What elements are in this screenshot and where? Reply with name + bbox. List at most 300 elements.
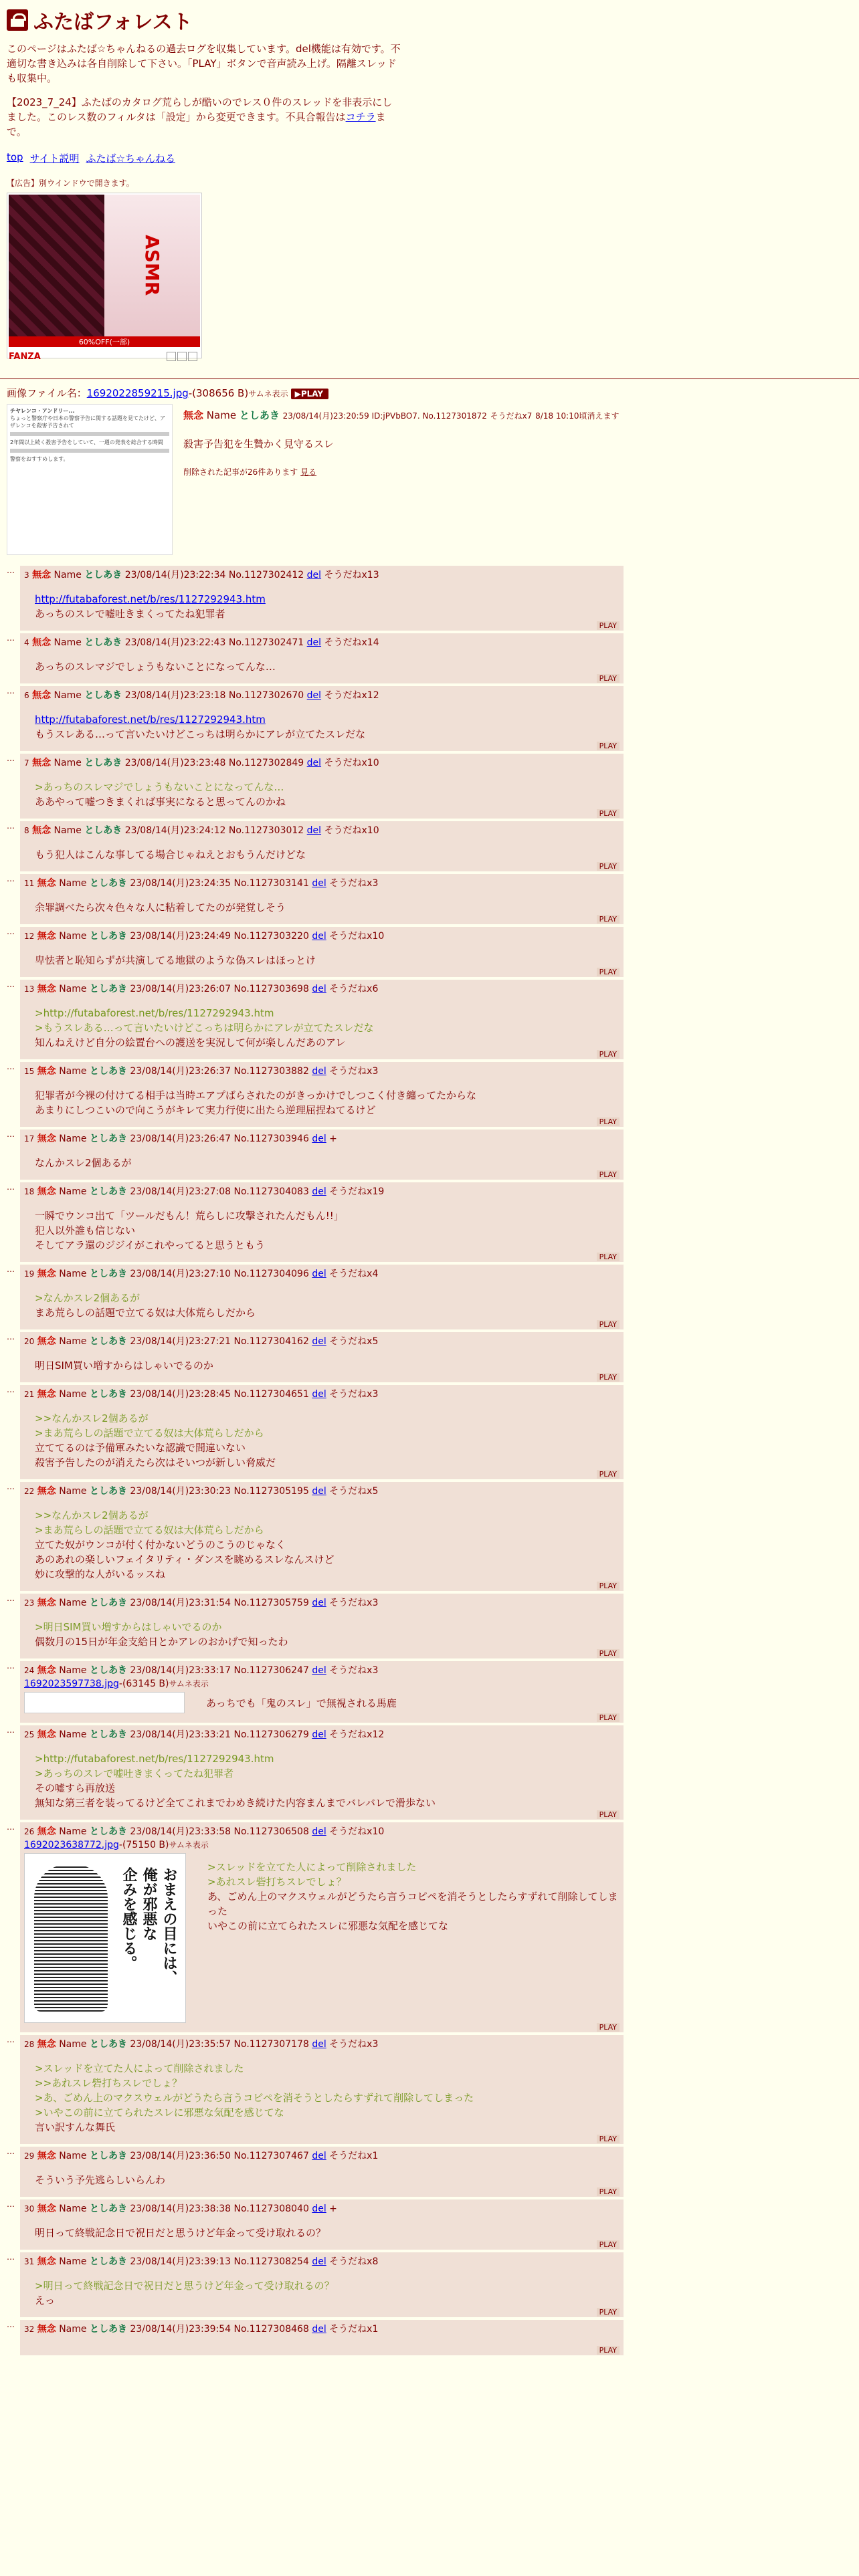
reply-subject: 無念: [37, 1134, 56, 1144]
reply-info: 23/08/14(月)23:33:21 No.1127306279: [130, 1729, 309, 1740]
reply-play-row: [24, 1373, 619, 1382]
reply-play-row: [24, 1649, 619, 1658]
reply-post: [20, 2320, 624, 2355]
reply-number: 30: [24, 2204, 35, 2214]
reply-name: としあき: [84, 825, 122, 836]
reply-body: [35, 1088, 619, 1117]
reply-post: [20, 1594, 624, 1658]
reply-play-button[interactable]: PLAY: [597, 674, 619, 683]
reply-dots: …: [7, 2035, 15, 2044]
name-label: Name: [59, 931, 87, 942]
reply-info: 23/08/14(月)23:35:57 No.1127307178: [130, 2039, 309, 2050]
op-file-link[interactable]: 1692022859215.jpg: [86, 387, 189, 399]
thumb-title: チヤレンコ・アンドリー...: [10, 408, 75, 414]
del-link[interactable]: del: [312, 1486, 326, 1497]
reply-body: [35, 1208, 619, 1253]
reply-name: としあき: [89, 1729, 127, 1740]
reply-subject: 無念: [37, 1729, 56, 1740]
reply-row: [7, 2252, 852, 2317]
reply-info: 23/08/14(月)23:39:54 No.1127308468: [130, 2324, 309, 2335]
thumb-divider: [10, 449, 169, 453]
reply-header: [24, 1596, 619, 1609]
reply-text: あっちのスレで嘘吐きまくってたね犯罪者: [35, 608, 225, 620]
reply-info: 23/08/14(月)23:26:07 No.1127303698: [130, 984, 309, 994]
reply-subject: 無念: [32, 690, 52, 701]
sodane-button[interactable]: そうだねx13: [324, 570, 379, 580]
reply-header: [24, 756, 619, 769]
reply-post: [20, 566, 624, 631]
reply-text: あのあれの楽しいフェイタリティ・ダンスを眺めるスレなんスけど: [35, 1553, 335, 1566]
reply-dots: …: [7, 1482, 15, 1491]
del-link[interactable]: del: [312, 2204, 326, 2214]
reply-dots: …: [7, 1130, 15, 1139]
reply-info: 23/08/14(月)23:24:12 No.1127303012: [124, 825, 304, 836]
reply-name: としあき: [84, 758, 122, 768]
reply-post: [20, 2252, 624, 2317]
reply-quote: >なんかスレ2個あるが: [35, 1292, 140, 1304]
reply-number: 8: [24, 826, 29, 835]
reply-play-row: [24, 1253, 619, 1262]
sodane-button[interactable]: そうだねx3: [329, 1389, 379, 1400]
reply-play-button[interactable]: PLAY: [597, 809, 619, 818]
reply-row: [7, 1332, 852, 1382]
reply-play-row: [24, 621, 619, 631]
reply-quote: >スレッドを立てた人によって削除されました: [35, 2062, 244, 2074]
reply-header: [24, 1064, 619, 1077]
reply-header: [24, 2149, 619, 2162]
op-thumbnail[interactable]: [7, 404, 173, 555]
reply-post: [20, 927, 624, 977]
reply-name: としあき: [89, 2151, 127, 2161]
reply-name: としあき: [89, 1389, 127, 1400]
reply-play-row: [24, 1713, 619, 1723]
name-label: Name: [59, 984, 87, 994]
reply-quote: >まあ荒らしの話題で立てる奴は大体荒らしだから: [35, 1427, 264, 1439]
del-link[interactable]: del: [306, 570, 322, 580]
sodane-button[interactable]: そうだねx12: [324, 690, 379, 701]
reply-text: あまりにしつこいので向こうがキレて実力行使に出たら逆理屈捏ねてるけど: [35, 1104, 376, 1116]
reply-text: そしてアラ還のジジイがこれやってると思うともう: [35, 1239, 265, 1251]
reply-dots: …: [7, 927, 15, 936]
reply-row: [7, 1725, 852, 1820]
name-label: Name: [54, 637, 82, 648]
reply-header: [24, 1267, 619, 1280]
name-label: Name: [59, 1598, 87, 1608]
reply-text: あっちでも「鬼のスレ」で無視される馬鹿: [206, 1697, 397, 1709]
reply-play-row: [24, 809, 619, 819]
reply-post: [20, 1062, 624, 1127]
sodane-button[interactable]: そうだねx12: [329, 1729, 385, 1740]
reply-post: [20, 821, 624, 871]
reply-header: [24, 2254, 619, 2268]
name-label: Name: [59, 1665, 87, 1676]
reply-quote: >あっちのスレで嘘吐きまくってたね犯罪者: [35, 1767, 234, 1780]
reply-play-button[interactable]: PLAY: [597, 1320, 619, 1329]
reply-info: 23/08/14(月)23:31:54 No.1127305759: [130, 1598, 309, 1608]
reply-info: 23/08/14(月)23:38:38 No.1127308040: [130, 2204, 309, 2214]
sodane-button[interactable]: そうだねx3: [329, 1598, 379, 1608]
file-label: 画像ファイル名：: [7, 387, 87, 399]
fanza-logo: FANZA: [9, 351, 41, 362]
name-label: Name: [59, 2039, 87, 2050]
deleted-text: 削除された記事が26件あります: [183, 467, 298, 477]
sodane-button[interactable]: そうだねx1: [329, 2151, 379, 2161]
reply-quote: >明日SIM買い増すからはしゃいでるのか: [35, 1621, 222, 1633]
reply-text: もう犯人はこんな事してる場合じゃねえとおもうんだけどな: [35, 849, 306, 861]
reply-body: [35, 1411, 619, 1470]
reply-play-button[interactable]: PLAY: [597, 1582, 619, 1590]
reply-play-row: [24, 1810, 619, 1820]
reply-text: えっ: [35, 2294, 56, 2306]
reply-name: としあき: [89, 1066, 127, 1077]
reply-name: としあき: [89, 1269, 127, 1279]
reply-play-button[interactable]: PLAY: [597, 621, 619, 630]
reply-number: 28: [24, 2040, 35, 2049]
ad-next-icon[interactable]: [177, 352, 187, 361]
reply-text: 余罪調べたら次々色々な人に粘着してたのが発覚しそう: [35, 901, 286, 914]
ad-prev-icon[interactable]: [167, 352, 176, 361]
reply-header: [24, 1387, 619, 1400]
reply-text: 無知な第三者を装ってるけど全てこれまでわめき続けた内容まんまでバレバレで滑歩ない: [35, 1797, 436, 1809]
reply-play-button[interactable]: PLAY: [597, 2308, 619, 2317]
reply-body: [35, 2278, 619, 2308]
sodane-button[interactable]: そうだねx5: [329, 1336, 379, 1347]
ad-image-left: [9, 195, 104, 336]
reply-with-image: [24, 1853, 619, 2023]
reply-link[interactable]: http://futabaforest.net/b/res/1127292943.htm: [35, 593, 266, 605]
reply-image[interactable]: [24, 1853, 186, 2023]
reply-subject: 無念: [37, 1665, 56, 1676]
del-link[interactable]: del: [312, 931, 326, 942]
reply-play-button[interactable]: PLAY: [597, 915, 619, 924]
sodane-button[interactable]: そうだねx10: [324, 758, 379, 768]
reply-header: [24, 1132, 619, 1145]
reply-file-size: -(63145 B): [118, 1679, 169, 1689]
reply-play-button[interactable]: PLAY: [597, 862, 619, 871]
reply-play-button[interactable]: PLAY: [597, 1373, 619, 1382]
reply-play-row: [24, 862, 619, 871]
del-link[interactable]: del: [312, 1336, 326, 1347]
reply-name: としあき: [84, 570, 122, 580]
reply-row: [7, 1594, 852, 1658]
reply-header: [24, 2322, 619, 2335]
reply-subject: 無念: [37, 2151, 56, 2161]
reply-play-button[interactable]: PLAY: [597, 1810, 619, 1819]
reply-body: [35, 953, 619, 968]
reply-name: としあき: [89, 1186, 127, 1197]
reply-info: 23/08/14(月)23:22:43 No.1127302471: [124, 637, 304, 648]
name-label: Name: [59, 1336, 87, 1347]
reply-subject: 無念: [32, 570, 52, 580]
sodane-button[interactable]: そうだねx19: [329, 1186, 385, 1197]
reply-row: [7, 2199, 852, 2250]
reply-text: 言い訳すんな舞氏: [35, 2121, 116, 2133]
sodane-button[interactable]: そうだねx1: [329, 2324, 379, 2335]
reply-text: 一瞬でウンコ出て「ツールだもん！荒らしに攻撃されたんだもん!!」: [35, 1210, 344, 1222]
reply-info: 23/08/14(月)23:24:35 No.1127303141: [130, 878, 309, 889]
del-link[interactable]: del: [312, 1066, 326, 1077]
reply-number: 20: [24, 1337, 35, 1346]
reply-play-row: [24, 2023, 619, 2032]
reply-subject: 無念: [37, 1336, 56, 1347]
reply-play-button[interactable]: PLAY: [597, 1649, 619, 1658]
sodane-button[interactable]: そうだねx3: [329, 2039, 379, 2050]
sodane-button[interactable]: そうだねx10: [329, 1826, 385, 1837]
reply-dots: …: [7, 2147, 15, 2156]
reply-post: [20, 1482, 624, 1591]
reply-info: 23/08/14(月)23:27:21 No.1127304162: [130, 1336, 309, 1347]
del-link[interactable]: del: [312, 1598, 326, 1608]
del-link[interactable]: del: [312, 1729, 326, 1740]
del-link[interactable]: del: [306, 690, 322, 701]
reply-file-size: -(75150 B): [118, 1840, 169, 1850]
reply-list: [7, 566, 852, 2355]
ad-label: 【広告】別ウインドウで開きます。: [7, 179, 134, 188]
reply-post: [20, 1265, 624, 1329]
reply-text: あ、ごめん上のマクスウェルがどうたら言うコピペを消そうとしたらすずれて削除してしまった: [207, 1891, 618, 1917]
reply-dots: …: [7, 2199, 15, 2209]
del-link[interactable]: del: [312, 1389, 326, 1400]
reply-play-button[interactable]: PLAY: [597, 1253, 619, 1261]
reply-dots: …: [7, 633, 15, 643]
del-link[interactable]: del: [306, 758, 322, 768]
op-file-info: [7, 386, 852, 400]
reply-number: 3: [24, 570, 29, 580]
reply-quote: >>なんかスレ2個あるが: [35, 1509, 149, 1521]
reply-play-button[interactable]: PLAY: [597, 1050, 619, 1059]
reply-quote: >あれスレ砦打ちスレでしょ？: [207, 1876, 347, 1888]
reply-row: [7, 927, 852, 977]
name-label: Name: [59, 2151, 87, 2161]
reply-dots: …: [7, 1332, 15, 1341]
reply-post: [20, 633, 624, 683]
del-link[interactable]: del: [306, 825, 322, 836]
reply-subject: 無念: [37, 931, 56, 942]
reply-file-link[interactable]: 1692023638772.jpg: [24, 1840, 119, 1850]
reply-dots: …: [7, 1822, 15, 1832]
reply-play-button[interactable]: PLAY: [597, 1117, 619, 1126]
ad-close-icon[interactable]: [188, 352, 197, 361]
thumb-line: 警察をおすすめします。: [10, 456, 69, 462]
sodane-button[interactable]: そうだねx14: [324, 637, 379, 648]
reply-text: ああやって嘘つきまくれば事実になると思ってんのかね: [35, 796, 286, 808]
reply-quote: >http://futabaforest.net/b/res/1127292943.htm: [35, 1007, 274, 1019]
sodane-button[interactable]: +: [329, 1134, 337, 1144]
reply-quote: >明日って終戦記念日で祝日だと思うけど年金って受け取れるの？: [35, 2280, 335, 2292]
reply-with-image: [24, 1692, 619, 1713]
del-link[interactable]: del: [312, 2256, 326, 2267]
reply-play-button[interactable]: PLAY: [597, 968, 619, 976]
nav-top-link[interactable]: top: [7, 151, 23, 163]
reply-play-button[interactable]: PLAY: [597, 2346, 619, 2355]
show-deleted-link[interactable]: 見る: [300, 467, 317, 477]
sodane-button[interactable]: +: [329, 2204, 337, 2214]
sodane-button[interactable]: そうだねx10: [329, 931, 385, 942]
del-link[interactable]: del: [312, 1826, 326, 1837]
sodane-button[interactable]: そうだねx5: [329, 1486, 379, 1497]
reply-row: [7, 1385, 852, 1479]
ad-image[interactable]: [9, 195, 200, 336]
reply-post: [20, 2199, 624, 2250]
reply-body: [35, 1006, 619, 1050]
reply-number: 32: [24, 2325, 35, 2334]
del-link[interactable]: del: [312, 1186, 326, 1197]
reply-play-button[interactable]: PLAY: [597, 2187, 619, 2196]
reply-header: [24, 1727, 619, 1741]
reply-play-row: [24, 2187, 619, 2197]
reply-play-row: [24, 1582, 619, 1591]
reply-subject: 無念: [32, 758, 52, 768]
reply-file-link[interactable]: 1692023597738.jpg: [24, 1679, 119, 1689]
notice-text: 【2023_7_24】ふたばのカタログ荒らしが酷いのでレス０件のスレッドを非表示にしました。このレス数のフィルタは「設定」から変更できます。不具合報告は: [7, 96, 393, 123]
sodane-button[interactable]: そうだねx3: [329, 878, 379, 889]
reply-name: としあき: [89, 2256, 127, 2267]
reply-text: 卑怯者と恥知らずが共演してる地獄のような偽スレはほっとけ: [35, 954, 316, 966]
del-link[interactable]: del: [312, 2039, 326, 2050]
reply-play-row: [24, 742, 619, 751]
reply-play-button[interactable]: PLAY: [597, 2023, 619, 2032]
name-label: Name: [59, 2256, 87, 2267]
reply-play-button[interactable]: PLAY: [597, 1170, 619, 1179]
name-label: Name: [59, 1134, 87, 1144]
reply-post: [20, 1661, 624, 1723]
name-label: Name: [54, 570, 82, 580]
reply-body: [35, 2061, 619, 2135]
name-label: Name: [59, 1486, 87, 1497]
reply-row: [7, 1265, 852, 1329]
reply-play-row: [24, 1170, 619, 1180]
op-expire: 8/18 10:10頃消えます: [535, 411, 619, 421]
del-link[interactable]: del: [312, 1269, 326, 1279]
sodane-button[interactable]: そうだねx10: [324, 825, 379, 836]
op-body: 殺害予告犯を生贄かく見守るスレ: [183, 438, 335, 450]
sodane-button[interactable]: そうだねx3: [329, 1665, 379, 1676]
reply-text: そういう予先逃らしいらんわ: [35, 2174, 166, 2186]
reply-post: [20, 1332, 624, 1382]
reply-subject: 無念: [37, 2204, 56, 2214]
op-post: [7, 404, 852, 555]
reply-play-button[interactable]: PLAY: [597, 1713, 619, 1722]
nav-futaba-link[interactable]: ふたば☆ちゃんねる: [86, 152, 175, 165]
op-sodane[interactable]: そうだねx7: [490, 411, 533, 421]
reply-quote: >>なんかスレ2個あるが: [35, 1412, 149, 1424]
reply-play-button[interactable]: PLAY: [597, 742, 619, 750]
notice-suffix: まで。: [7, 111, 386, 138]
reply-subject: 無念: [37, 1598, 56, 1608]
reply-text: まあ荒らしの話題で立てる奴は大体荒らしだから: [35, 1307, 256, 1319]
site-header: [7, 5, 852, 35]
reply-info: 23/08/14(月)23:33:17 No.1127306247: [130, 1665, 309, 1676]
reply-body: [35, 1508, 619, 1582]
reply-quote: >まあ荒らしの話題で立てる奴は大体荒らしだから: [35, 1524, 264, 1536]
del-link[interactable]: del: [312, 2324, 326, 2335]
reply-dots: …: [7, 1062, 15, 1071]
reply-number: 23: [24, 1598, 35, 1608]
report-link[interactable]: コチラ: [345, 111, 376, 123]
reply-name: としあき: [89, 1665, 127, 1676]
reply-text: 犯人以外誰も信じない: [35, 1224, 136, 1237]
reply-post: [20, 1385, 624, 1479]
reply-header: [24, 1484, 619, 1497]
del-link[interactable]: del: [312, 984, 326, 994]
reply-name: としあき: [89, 878, 127, 889]
reply-text: 立ててるのは予備軍みたいな認識で間違いない: [35, 1442, 246, 1454]
reply-link[interactable]: http://futabaforest.net/b/res/1127292943.htm: [35, 714, 266, 726]
reply-text: 犯罪者が今裸の付けてる相手は当時エアプばらされたのがきっかけでしつこく付き纏ってたからな: [35, 1089, 477, 1101]
reply-post: [20, 2147, 624, 2197]
sodane-button[interactable]: そうだねx3: [329, 1066, 379, 1077]
reply-name: としあき: [89, 1336, 127, 1347]
reply-play-button[interactable]: PLAY: [597, 2240, 619, 2249]
reply-header: [24, 1824, 619, 1838]
reply-name: としあき: [84, 690, 122, 701]
reply-subject: 無念: [37, 1186, 56, 1197]
reply-subject: 無念: [37, 2324, 56, 2335]
reply-header: [24, 982, 619, 995]
sodane-button[interactable]: そうだねx4: [329, 1269, 379, 1279]
del-link[interactable]: del: [312, 1134, 326, 1144]
reply-name: としあき: [89, 2039, 127, 2050]
del-link[interactable]: del: [312, 878, 326, 889]
reply-play-row: [24, 915, 619, 924]
reply-name: としあき: [89, 931, 127, 942]
reply-play-row: [24, 2346, 619, 2355]
reply-info: 23/08/14(月)23:22:34 No.1127302412: [124, 570, 304, 580]
reply-number: 31: [24, 2257, 35, 2266]
reply-subject: 無念: [37, 984, 56, 994]
del-link[interactable]: del: [312, 1665, 326, 1676]
del-link[interactable]: del: [312, 2151, 326, 2161]
reply-body: [35, 592, 619, 621]
reply-subject: 無念: [37, 1486, 56, 1497]
reply-quote: >あ、ごめん上のマクスウェルがどうたら言うコピペを消そうとしたらすずれて削除してしまった: [35, 2092, 474, 2104]
site-nav: [7, 151, 852, 165]
reply-name: としあき: [89, 1486, 127, 1497]
reply-dots: …: [7, 1594, 15, 1603]
thumb-line: 2年間以上続く殺害予告をしていて、一週の発表を総合する時間: [10, 439, 163, 445]
sodane-button[interactable]: そうだねx6: [329, 984, 379, 994]
ad-banner[interactable]: [7, 193, 202, 362]
reply-body: [35, 780, 619, 809]
thumb-toggle[interactable]: サムネ表示: [169, 1840, 209, 1850]
site-title: ふたばフォレスト: [33, 11, 193, 34]
reply-subject: 無念: [37, 1066, 56, 1077]
reply-dots: …: [7, 874, 15, 883]
reply-body: [206, 1696, 397, 1713]
reply-body: [35, 1751, 619, 1810]
reply-play-button[interactable]: PLAY: [597, 2135, 619, 2143]
reply-dots: …: [7, 1385, 15, 1394]
reply-play-button[interactable]: PLAY: [597, 1470, 619, 1479]
reply-file-info: [24, 1678, 619, 1689]
name-label: Name: [54, 758, 82, 768]
play-label: PLAY: [300, 389, 324, 399]
reply-dots: …: [7, 1182, 15, 1192]
reply-image[interactable]: [24, 1692, 185, 1713]
reply-info: 23/08/14(月)23:26:37 No.1127303882: [130, 1066, 309, 1077]
reply-row: [7, 2147, 852, 2197]
sodane-button[interactable]: そうだねx8: [329, 2256, 379, 2267]
reply-row: [7, 2320, 852, 2355]
reply-row: [7, 821, 852, 871]
nav-about-link[interactable]: サイト説明: [29, 152, 80, 165]
thumb-toggle[interactable]: サムネ表示: [248, 389, 288, 399]
thumb-toggle[interactable]: サムネ表示: [169, 1679, 209, 1689]
del-link[interactable]: del: [306, 637, 322, 648]
reply-play-row: [24, 1050, 619, 1059]
op-play-button[interactable]: ▶PLAY: [291, 389, 329, 399]
reply-subject: 無念: [37, 878, 56, 889]
